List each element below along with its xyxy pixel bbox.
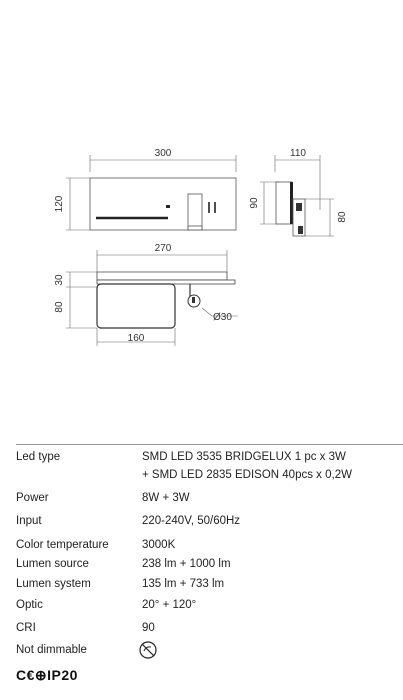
dim-height-front — [54, 178, 90, 230]
dim-diameter-spot — [202, 308, 238, 323]
spec-label: Color temperature — [16, 539, 109, 551]
dim-label-30: 30 — [54, 274, 65, 286]
certification-marks: C€⊕IP20 — [16, 667, 78, 683]
spec-label: Lumen source — [16, 558, 89, 570]
dim-label-120: 120 — [54, 195, 65, 213]
spec-value-line2: + SMD LED 2835 EDISON 40pcs x 0,2W — [142, 469, 352, 481]
side-view — [276, 182, 305, 236]
spec-label: Led type — [16, 451, 61, 463]
dim-label-160: 160 — [127, 333, 145, 344]
spec-value: SMD LED 3535 BRIDGELUX 1 pc x 3W — [142, 451, 346, 463]
spec-label: Power — [16, 492, 49, 504]
spec-value: 20° + 120° — [142, 599, 197, 611]
dim-height-side-head — [305, 199, 348, 236]
dim-label-270: 270 — [154, 243, 172, 254]
dim-width-rail — [97, 243, 227, 278]
spec-value: 8W + 3W — [142, 492, 190, 504]
spec-value: 90 — [142, 622, 155, 634]
spec-label: CRI — [16, 622, 36, 634]
spec-label: Not dimmable — [16, 644, 87, 656]
dim-width-front — [90, 148, 236, 172]
dim-label-d30: Ø30 — [213, 312, 232, 323]
spec-value: 238 lm + 1000 lm — [142, 558, 231, 570]
dim-label-300: 300 — [154, 148, 172, 159]
spec-label: Input — [16, 515, 42, 527]
dim-label-80-side: 80 — [337, 211, 348, 223]
spec-value: 3000K — [142, 539, 176, 551]
dim-label-110: 110 — [290, 148, 306, 159]
spec-value: 220-240V, 50/60Hz — [142, 515, 241, 527]
dim-width-body-bottom — [97, 328, 175, 346]
dim-width-side — [275, 148, 320, 210]
front-view — [90, 178, 236, 230]
spec-label: Optic — [16, 599, 43, 611]
dim-depth-top — [54, 272, 97, 287]
spec-value: 135 lm + 733 lm — [142, 578, 225, 590]
dim-label-90: 90 — [249, 197, 260, 209]
dim-depth-body — [54, 287, 97, 328]
spec-label: Lumen system — [16, 578, 91, 590]
spec-separator — [16, 444, 403, 445]
dim-label-80-top: 80 — [54, 301, 65, 313]
not-dimmable-icon — [138, 640, 158, 660]
dim-height-side-back — [249, 182, 280, 224]
